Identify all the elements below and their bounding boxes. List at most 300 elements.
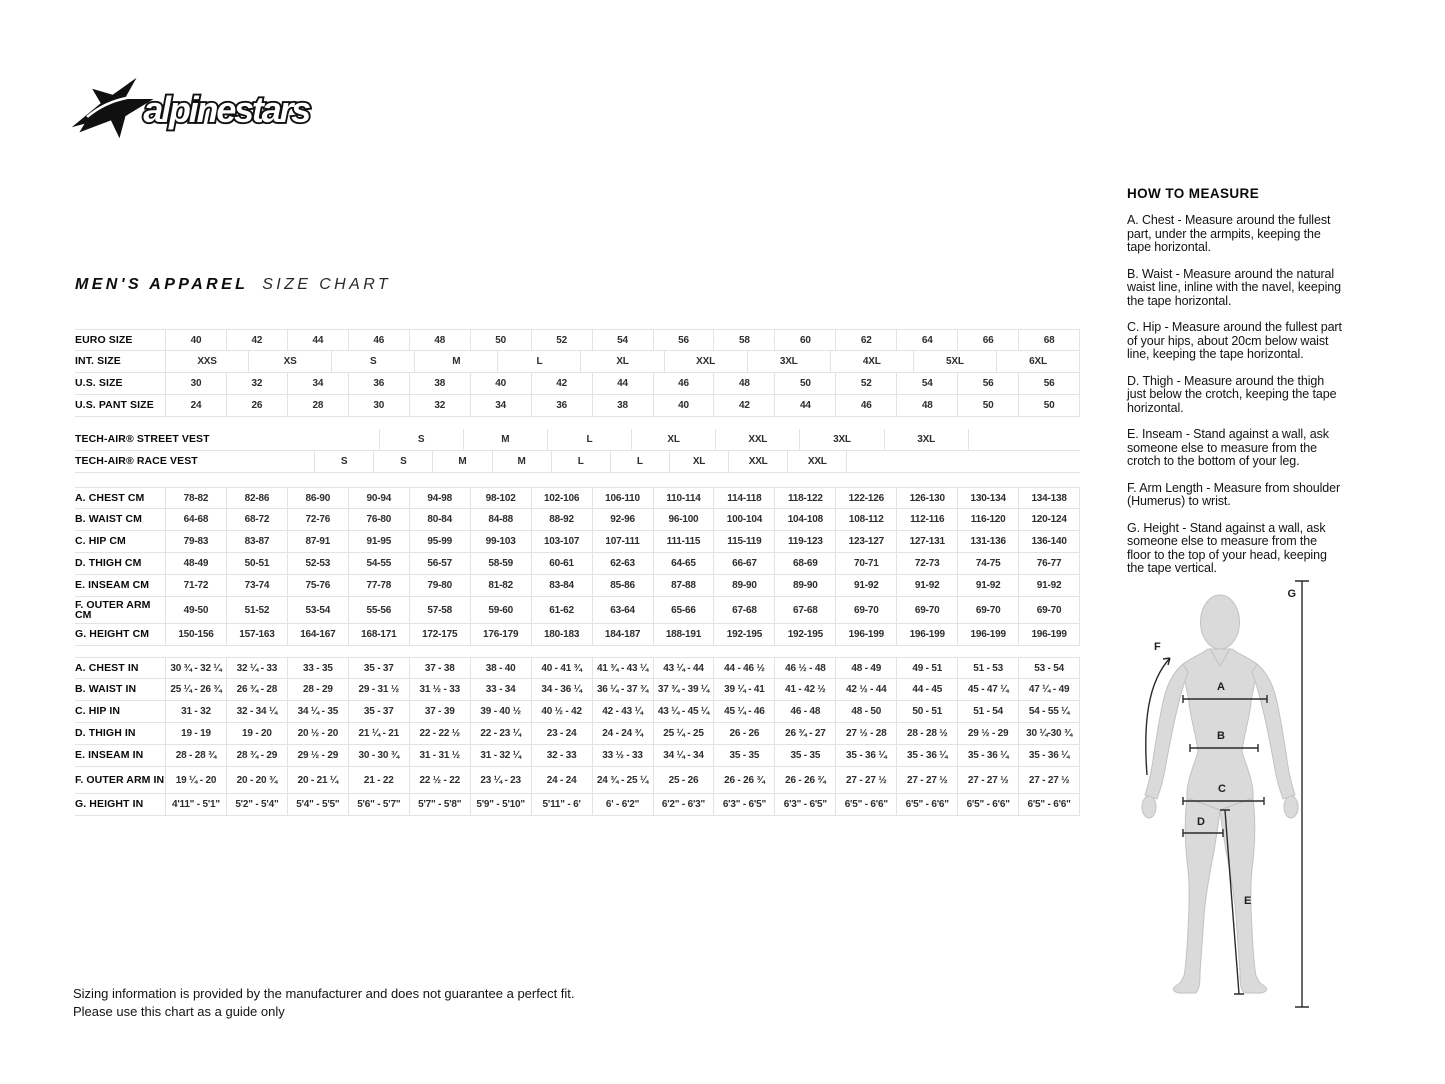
size-cell: 52	[835, 373, 896, 394]
size-cell: 30 ¾ - 32 ¼	[165, 658, 226, 678]
size-cell: 48	[713, 373, 774, 394]
size-cell: 4XL	[830, 351, 913, 372]
size-cell: 184-187	[592, 624, 653, 645]
size-cell: 29 ½ - 29	[957, 723, 1018, 744]
size-cell: 51-52	[226, 597, 287, 623]
size-cell	[256, 451, 314, 472]
size-cell: 81-82	[470, 575, 531, 596]
size-cell: 72-76	[287, 509, 348, 530]
size-cell: 42	[531, 373, 592, 394]
row-cells	[165, 767, 1080, 793]
size-cell: 76-77	[1018, 553, 1079, 574]
size-cell: 38 - 40	[470, 658, 531, 678]
measure-instruction: D. Thigh - Measure around the thigh just below the crotch, keeping the tape horizontal.	[1127, 373, 1337, 415]
size-cell: 168-171	[348, 624, 409, 645]
measure-instruction: C. Hip - Measure around the fullest part of your hips, about 20cm below waist line, keeping the tape horizontal.	[1127, 320, 1342, 361]
row-cells	[165, 723, 1080, 744]
size-cell: 19 - 19	[165, 723, 226, 744]
row-label: G. HEIGHT CM	[75, 628, 150, 641]
table-row	[75, 679, 1080, 701]
size-cell: 27 - 27 ½	[957, 767, 1018, 793]
size-cell: 196-199	[957, 624, 1018, 645]
page-title-sub: SIZE CHART	[262, 276, 392, 293]
size-cell: 87-91	[287, 531, 348, 552]
size-cell: 36	[531, 395, 592, 416]
size-cell: 31 - 31 ½	[409, 745, 470, 766]
size-cell: 24 ¾ - 25 ¼	[592, 767, 653, 793]
size-cell: 82-86	[226, 488, 287, 508]
size-cell	[968, 429, 1080, 450]
size-cell: 40	[165, 330, 226, 350]
size-cell: 130-134	[957, 488, 1018, 508]
size-cell: 62-63	[592, 553, 653, 574]
height-line	[1295, 581, 1309, 1007]
size-cell: M	[432, 451, 491, 472]
size-chart-table	[75, 329, 1080, 816]
size-cell: 91-92	[1018, 575, 1079, 596]
size-cell: 68	[1018, 330, 1079, 350]
size-cell: 5XL	[913, 351, 996, 372]
row-label: C. HIP IN	[75, 705, 121, 718]
size-cell: 42	[226, 330, 287, 350]
table-row	[75, 553, 1080, 575]
size-cell: 33 ½ - 33	[592, 745, 653, 766]
size-cell: 61-62	[531, 597, 592, 623]
size-cell: 6' - 6'2"	[592, 794, 653, 815]
size-cell: 37 ¾ - 39 ¼	[653, 679, 714, 700]
tech-air-block	[75, 429, 1080, 473]
size-cell: 32 - 34 ¼	[226, 701, 287, 722]
size-cell: 115-119	[713, 531, 774, 552]
size-cell: 54-55	[348, 553, 409, 574]
row-label: TECH-AIR® STREET VEST	[75, 433, 210, 446]
size-cell: 69-70	[896, 597, 957, 623]
size-cell: 73-74	[226, 575, 287, 596]
size-cell: 6'2" - 6'3"	[653, 794, 714, 815]
size-cell: 3XL	[799, 429, 883, 450]
size-cell: 37 - 39	[409, 701, 470, 722]
size-cell: 26 - 26 ¾	[713, 767, 774, 793]
measure-instruction: G. Height - Stand against a wall, ask someone else to measure from the floor to the top of your head, keeping the tape vertical.	[1127, 520, 1327, 575]
size-cell: 192-195	[774, 624, 835, 645]
alpinestars-wordmark: alpinestars	[143, 90, 310, 131]
size-cell: 23 ¼ - 23	[470, 767, 531, 793]
size-cell: XL	[669, 451, 728, 472]
table-row	[75, 723, 1080, 745]
size-cell: 46	[348, 330, 409, 350]
size-cell: 26 ¾ - 28	[226, 679, 287, 700]
row-cells	[165, 679, 1080, 700]
size-cell: 64-68	[165, 509, 226, 530]
size-cell: 33 - 34	[470, 679, 531, 700]
size-cell: 100-104	[713, 509, 774, 530]
size-cell: 19 ¼ - 20	[165, 767, 226, 793]
size-cell: 95-99	[409, 531, 470, 552]
size-cell: 5'7" - 5'8"	[409, 794, 470, 815]
row-cells	[165, 794, 1080, 815]
size-cell: 21 - 22	[348, 767, 409, 793]
size-cell: 36 ¼ - 37 ¾	[592, 679, 653, 700]
size-cell: 91-92	[835, 575, 896, 596]
size-cell: 34 ¼ - 34	[653, 745, 714, 766]
size-cell: XXS	[165, 351, 248, 372]
size-cell: 25 - 26	[653, 767, 714, 793]
row-label: INT. SIZE	[75, 355, 121, 368]
size-cell: 30	[165, 373, 226, 394]
size-cell: 35 - 36 ¼	[1018, 745, 1079, 766]
size-cell: 45 ¼ - 46	[713, 701, 774, 722]
size-cell: 6'3" - 6'5"	[774, 794, 835, 815]
table-row	[75, 351, 1080, 373]
size-cell: 34	[287, 373, 348, 394]
table-row	[75, 767, 1080, 794]
size-cell: 120-124	[1018, 509, 1079, 530]
size-cell: 35 - 37	[348, 701, 409, 722]
size-cell: 51 - 53	[957, 658, 1018, 678]
size-cell: 83-84	[531, 575, 592, 596]
size-cell: 46 ½ - 48	[774, 658, 835, 678]
size-cell: 42	[713, 395, 774, 416]
row-cells	[165, 575, 1080, 596]
size-cell: M	[414, 351, 497, 372]
table-row	[75, 429, 1080, 451]
size-cell: 3XL	[747, 351, 830, 372]
row-label: C. HIP CM	[75, 535, 126, 548]
table-row	[75, 745, 1080, 767]
size-cell: 74-75	[957, 553, 1018, 574]
size-cell: 41 ¾ - 43 ¼	[592, 658, 653, 678]
page-title	[75, 276, 391, 294]
size-cell: 43 ¼ - 44	[653, 658, 714, 678]
size-cell: 48-49	[165, 553, 226, 574]
size-cell: 54	[592, 330, 653, 350]
size-cell: 64	[896, 330, 957, 350]
size-cell: 112-116	[896, 509, 957, 530]
label-waist: B	[1217, 730, 1225, 742]
size-cell: 50	[774, 373, 835, 394]
size-cell: 108-112	[835, 509, 896, 530]
size-cell: 30	[348, 395, 409, 416]
size-cell: 3XL	[884, 429, 968, 450]
size-cell: 67-68	[713, 597, 774, 623]
size-cell: 50-51	[226, 553, 287, 574]
size-cell: 54	[896, 373, 957, 394]
size-cell: 91-92	[957, 575, 1018, 596]
size-cell: 58	[713, 330, 774, 350]
size-cell: M	[463, 429, 547, 450]
size-cell: 56	[957, 373, 1018, 394]
size-cell: 78-82	[165, 488, 226, 508]
size-cell: XL	[631, 429, 715, 450]
size-cell: 49-50	[165, 597, 226, 623]
table-row	[75, 575, 1080, 597]
size-cell: 62	[835, 330, 896, 350]
label-thigh: D	[1197, 816, 1205, 828]
size-cell: 68-72	[226, 509, 287, 530]
size-cell: 123-127	[835, 531, 896, 552]
size-cell: 98-102	[470, 488, 531, 508]
size-cell: 25 ¼ - 25	[653, 723, 714, 744]
size-cell: 24	[165, 395, 226, 416]
size-cell: 31 - 32	[165, 701, 226, 722]
size-cell: 126-130	[896, 488, 957, 508]
size-cell: 26 ¾ - 27	[774, 723, 835, 744]
size-cell: 50	[1018, 395, 1079, 416]
size-cell: 26 - 26	[713, 723, 774, 744]
size-cell: 46	[835, 395, 896, 416]
size-cell: 134-138	[1018, 488, 1079, 508]
row-cells	[165, 509, 1080, 530]
size-cell: 63-64	[592, 597, 653, 623]
size-cell: 22 ½ - 22	[409, 767, 470, 793]
size-cell: 38	[592, 395, 653, 416]
page-title-main: MEN'S APPAREL	[75, 276, 249, 293]
row-cells	[165, 351, 1080, 372]
size-cell: 32	[226, 373, 287, 394]
how-to-measure-panel	[1127, 186, 1343, 589]
size-cell: 40 - 41 ¾	[531, 658, 592, 678]
row-cells	[165, 531, 1080, 552]
size-cell: 53 - 54	[1018, 658, 1079, 678]
size-cell: 6XL	[996, 351, 1079, 372]
size-cell: 29 ½ - 29	[287, 745, 348, 766]
size-cell: 111-115	[653, 531, 714, 552]
size-cell: 19 - 20	[226, 723, 287, 744]
table-row	[75, 624, 1080, 646]
size-cell: 79-80	[409, 575, 470, 596]
measure-instruction: F. Arm Length - Measure from shoulder (Humerus) to wrist.	[1127, 480, 1341, 508]
size-cell: 35 - 36 ¼	[957, 745, 1018, 766]
disclaimer-line2: Please use this chart as a guide only	[73, 1004, 285, 1019]
row-label: F. OUTER ARM IN	[75, 773, 165, 786]
size-cell: 5'2" - 5'4"	[226, 794, 287, 815]
size-cell: 69-70	[1018, 597, 1079, 623]
size-cell: 22 - 22 ½	[409, 723, 470, 744]
label-arm: F	[1154, 641, 1161, 653]
size-cell: 70-71	[835, 553, 896, 574]
size-cell: XXL	[715, 429, 799, 450]
size-cell: 48 - 50	[835, 701, 896, 722]
size-cell: 24 - 24 ¾	[592, 723, 653, 744]
size-cell: 172-175	[409, 624, 470, 645]
size-cell: 196-199	[896, 624, 957, 645]
size-cell: 50	[957, 395, 1018, 416]
size-cell: 35 - 35	[774, 745, 835, 766]
size-cell: 188-191	[653, 624, 714, 645]
size-cell: 53-54	[287, 597, 348, 623]
row-label: F. OUTER ARM CM	[75, 598, 151, 621]
table-row	[75, 509, 1080, 531]
table-row	[75, 395, 1080, 417]
size-cell: 83-87	[226, 531, 287, 552]
size-cell: 5'6" - 5'7"	[348, 794, 409, 815]
size-cell	[1022, 451, 1080, 472]
size-cell: 22 - 23 ¼	[470, 723, 531, 744]
size-cell: 44	[287, 330, 348, 350]
size-cell: 102-106	[531, 488, 592, 508]
size-cell: 54 - 55 ¼	[1018, 701, 1079, 722]
table-row	[75, 794, 1080, 816]
size-cell: 35 - 36 ¼	[896, 745, 957, 766]
size-cell: XXL	[664, 351, 747, 372]
row-label: U.S. SIZE	[75, 377, 123, 390]
size-cell: 44 - 45	[896, 679, 957, 700]
size-cell: 27 - 27 ½	[1018, 767, 1079, 793]
row-label: A. CHEST CM	[75, 491, 145, 504]
row-cells	[165, 745, 1080, 766]
size-cell: 26	[226, 395, 287, 416]
size-cell: XL	[580, 351, 663, 372]
size-cell: 89-90	[713, 575, 774, 596]
size-cell: 157-163	[226, 624, 287, 645]
size-cell: 40	[470, 373, 531, 394]
size-cell: 69-70	[957, 597, 1018, 623]
size-cell: 57-58	[409, 597, 470, 623]
size-cell: 31 ½ - 33	[409, 679, 470, 700]
size-cell: 116-120	[957, 509, 1018, 530]
size-cell: 99-103	[470, 531, 531, 552]
size-cell: 42 ½ - 44	[835, 679, 896, 700]
size-cell: XXL	[728, 451, 787, 472]
size-cell: 44	[592, 373, 653, 394]
size-cell: 122-126	[835, 488, 896, 508]
size-cell: 48 - 49	[835, 658, 896, 678]
size-cell: 66-67	[713, 553, 774, 574]
size-cell: 29 - 31 ½	[348, 679, 409, 700]
size-cell: 6'5" - 6'6"	[835, 794, 896, 815]
size-cell: 30 - 30 ¾	[348, 745, 409, 766]
size-cell: 42 - 43 ¼	[592, 701, 653, 722]
measurements-in-block	[75, 657, 1080, 816]
label-chest: A	[1217, 681, 1225, 693]
size-cell	[906, 451, 964, 472]
size-cell: 60-61	[531, 553, 592, 574]
row-label: EURO SIZE	[75, 333, 133, 346]
size-cell: 27 - 27 ½	[835, 767, 896, 793]
alpinestars-star-icon	[72, 78, 154, 139]
size-cell: 20 - 20 ¾	[226, 767, 287, 793]
size-cell: 4'11" - 5'1"	[165, 794, 226, 815]
size-header-block	[75, 329, 1080, 417]
row-label: A. CHEST IN	[75, 661, 139, 674]
size-cell: 131-136	[957, 531, 1018, 552]
size-cell: 72-73	[896, 553, 957, 574]
size-cell: 114-118	[713, 488, 774, 508]
size-cell: 48	[409, 330, 470, 350]
size-cell: 176-179	[470, 624, 531, 645]
size-cell: 37 - 38	[409, 658, 470, 678]
size-cell: 136-140	[1018, 531, 1079, 552]
size-cell	[846, 451, 905, 472]
size-cell: 118-122	[774, 488, 835, 508]
size-cell: 52-53	[287, 553, 348, 574]
size-cell: 107-111	[592, 531, 653, 552]
size-cell: 80-84	[409, 509, 470, 530]
row-label: G. HEIGHT IN	[75, 798, 144, 811]
table-row	[75, 531, 1080, 553]
size-cell: 164-167	[287, 624, 348, 645]
size-cell: 56-57	[409, 553, 470, 574]
size-cell: 92-96	[592, 509, 653, 530]
size-cell: 180-183	[531, 624, 592, 645]
size-cell: 43 ¼ - 45 ¼	[653, 701, 714, 722]
size-cell: 91-92	[896, 575, 957, 596]
size-cell: 88-92	[531, 509, 592, 530]
row-label: B. WAIST IN	[75, 683, 137, 696]
size-cell: 84-88	[470, 509, 531, 530]
size-cell: 38	[409, 373, 470, 394]
size-cell: 51 - 54	[957, 701, 1018, 722]
size-cell: XS	[248, 351, 331, 372]
row-cells	[165, 658, 1080, 678]
size-cell: 49 - 51	[896, 658, 957, 678]
measure-instruction: B. Waist - Measure around the natural waist line, inline with the navel, keeping the tape horizontal.	[1127, 266, 1341, 308]
size-cell: 67-68	[774, 597, 835, 623]
table-row	[75, 487, 1080, 509]
size-cell: 28 - 28 ½	[896, 723, 957, 744]
size-cell: XXL	[787, 451, 846, 472]
size-cell: 46 - 48	[774, 701, 835, 722]
size-cell	[964, 451, 1022, 472]
size-cell	[198, 451, 256, 472]
row-label: D. THIGH IN	[75, 727, 136, 740]
how-to-measure-paragraphs	[1127, 214, 1343, 576]
how-to-measure-heading: HOW TO MEASURE	[1127, 186, 1260, 201]
disclaimer-line1: Sizing information is provided by the manufacturer and does not guarantee a perfect fit.	[73, 986, 575, 1001]
size-cell: 127-131	[896, 531, 957, 552]
size-cell: 59-60	[470, 597, 531, 623]
size-cell: 119-123	[774, 531, 835, 552]
row-cells	[165, 488, 1080, 508]
size-cell: 6'3" - 6'5"	[713, 794, 774, 815]
size-cell: 94-98	[409, 488, 470, 508]
size-cell: 150-156	[165, 624, 226, 645]
table-row	[75, 373, 1080, 395]
size-cell: 60	[774, 330, 835, 350]
size-cell: 23 - 24	[531, 723, 592, 744]
size-cell: L	[551, 451, 610, 472]
size-cell: 96-100	[653, 509, 714, 530]
size-cell: L	[497, 351, 580, 372]
size-cell: 86-90	[287, 488, 348, 508]
body-measurement-diagram	[1130, 570, 1445, 1030]
size-cell: 28 ¾ - 29	[226, 745, 287, 766]
size-cell: 6'5" - 6'6"	[957, 794, 1018, 815]
size-cell: M	[492, 451, 551, 472]
size-cell: S	[379, 429, 463, 450]
size-cell: 20 ½ - 20	[287, 723, 348, 744]
body-measurement-figure	[1130, 570, 1445, 1030]
size-cell: 45 - 47 ¼	[957, 679, 1018, 700]
size-cell: 104-108	[774, 509, 835, 530]
size-cell: 50	[470, 330, 531, 350]
size-cell: 33 - 35	[287, 658, 348, 678]
row-label: D. THIGH CM	[75, 557, 142, 570]
size-cell: 48	[896, 395, 957, 416]
size-cell: S	[331, 351, 414, 372]
size-cell: 32	[409, 395, 470, 416]
size-cell: 64-65	[653, 553, 714, 574]
size-cell: 89-90	[774, 575, 835, 596]
size-cell: 56	[1018, 373, 1079, 394]
size-cell: 58-59	[470, 553, 531, 574]
size-cell: S	[314, 451, 373, 472]
size-cell: 32 ¼ - 33	[226, 658, 287, 678]
label-height: G	[1287, 588, 1296, 600]
size-cell: 68-69	[774, 553, 835, 574]
row-label: E. INSEAM CM	[75, 579, 150, 592]
size-cell: 196-199	[835, 624, 896, 645]
